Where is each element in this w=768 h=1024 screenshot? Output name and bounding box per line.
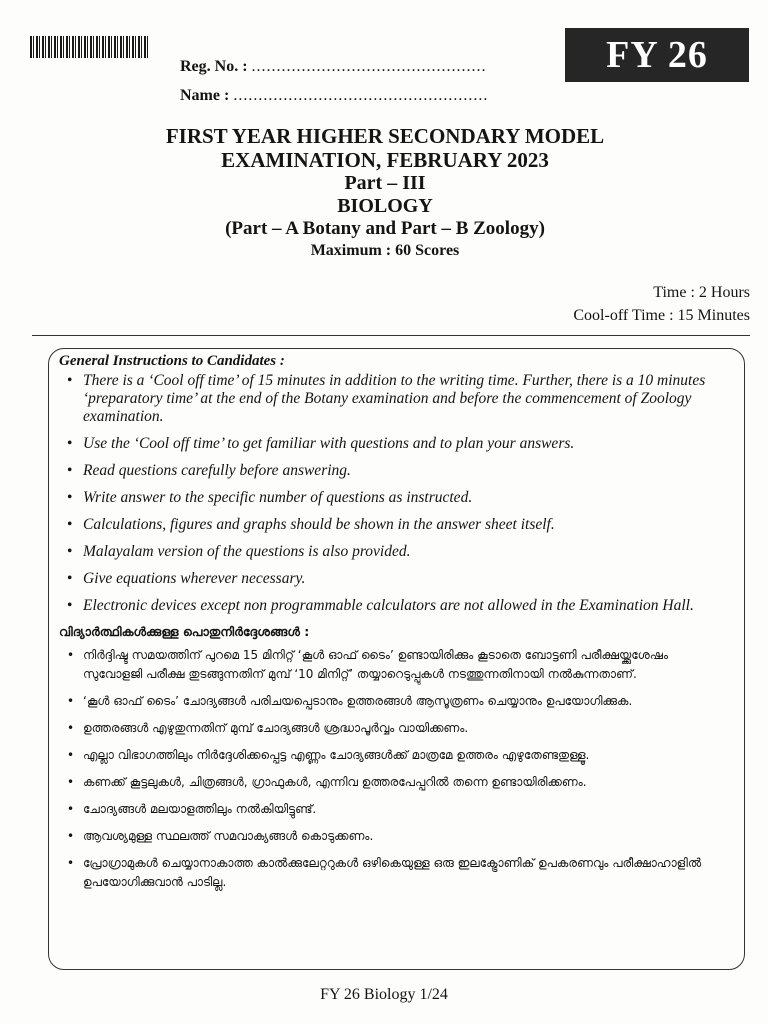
time-allowed: Time : 2 Hours bbox=[653, 284, 750, 301]
paper-code-badge: FY 26 bbox=[565, 28, 749, 82]
malayalam-instructions-list bbox=[59, 646, 730, 892]
exam-title-line1: FIRST YEAR HIGHER SECONDARY MODEL bbox=[165, 124, 605, 148]
cool-off-time: Cool-off Time : 15 Minutes bbox=[573, 307, 750, 324]
malayalam-instructions-heading: വിദ്യാർത്ഥികൾക്കുള്ള പൊതുനിർദ്ദേശങ്ങൾ : bbox=[59, 624, 310, 639]
exam-title-block bbox=[100, 124, 670, 261]
list-item: • കണക്ക് കൂട്ടലുകൾ, ചിത്രങ്ങൾ, ഗ്രാഫുകൾ, എന്നിവ ഉത്തരപേപ്പറിൽ തന്നെ ഉണ്ടായിരിക്കണം. bbox=[83, 773, 730, 792]
reg-no-blank: ............................................... bbox=[251, 58, 487, 75]
max-scores: Maximum : 60 Scores bbox=[310, 242, 460, 260]
list-item: • ചോദ്യങ്ങൾ മലയാളത്തിലും നൽകിയിട്ടുണ്ട്. bbox=[83, 800, 730, 819]
instructions-heading: General Instructions to Candidates : bbox=[59, 353, 285, 369]
name-label: Name : bbox=[180, 87, 230, 104]
reg-no-label: Reg. No. : bbox=[180, 58, 248, 75]
list-item: • Electronic devices except non programmable calculators are not allowed in the Examination Hall. bbox=[83, 597, 730, 615]
exam-subject: BIOLOGY bbox=[337, 195, 433, 218]
reg-no-line bbox=[180, 58, 487, 76]
english-instructions-list bbox=[59, 372, 730, 615]
exam-title-line2: EXAMINATION, FEBRUARY 2023 bbox=[221, 148, 549, 173]
list-item: • ആവശ്യമുള്ള സ്ഥലത്ത് സമവാക്യങ്ങൾ കൊടുക്കണം. bbox=[83, 827, 730, 846]
name-blank: ................................................... bbox=[233, 87, 489, 104]
exam-subtitle: (Part – A Botany and Part – B Zoology) bbox=[225, 218, 545, 240]
barcode bbox=[30, 36, 150, 58]
list-item: • ഉത്തരങ്ങൾ എഴുതുന്നതിന് മുമ്പ് ചോദ്യങ്ങൾ ശ്രദ്ധാപൂർവ്വം വായിക്കണം. bbox=[83, 719, 730, 738]
list-item: • Read questions carefully before answering. bbox=[83, 462, 730, 480]
name-line bbox=[180, 87, 488, 105]
list-item: • Use the ‘Cool off time’ to get familiar with questions and to plan your answers. bbox=[83, 435, 730, 453]
list-item: • Write answer to the specific number of questions as instructed. bbox=[83, 489, 730, 507]
list-item: • There is a ‘Cool off time’ of 15 minutes in addition to the writing time. Further, there is a 10 minutes ‘preparatory time’ at the end of the Botany examination and before the commencement of Zoology examination. bbox=[83, 372, 730, 426]
header-divider bbox=[32, 335, 750, 336]
list-item: • എല്ലാ വിഭാഗത്തിലും നിർദ്ദേശിക്കപ്പെട്ട എണ്ണം ചോദ്യങ്ങൾക്ക് മാത്രമേ ഉത്തരം എഴുതേണ്ടതുള്ളൂ. bbox=[83, 746, 730, 765]
list-item: • Calculations, figures and graphs should be shown in the answer sheet itself. bbox=[83, 516, 730, 534]
list-item: • ‘കൂൾ ഓഫ് ടൈം’ ചോദ്യങ്ങൾ പരിചയപ്പെടാനും ഉത്തരങ്ങൾ ആസൂത്രണം ചെയ്യാനും ഉപയോഗിക്കുക. bbox=[83, 692, 730, 711]
exam-part: Part – III bbox=[344, 172, 426, 195]
list-item: • നിർദ്ദിഷ്ട സമയത്തിന് പുറമെ 15 മിനിറ്റ് ‘കൂൾ ഓഫ് ടൈം’ ഉണ്ടായിരിക്കും കൂടാതെ ബോട്ടണി പരീക്ഷയ്ക്കുശേഷം സുവോളജി പരീക്ഷ തുടങ്ങുന്നതിന് മുമ്പ് ‘10 മിനിറ്റ്’ തയ്യാറെടുപ്പുകൾ നടത്തുന്നതിനായി നൽകുന്നതാണ്. bbox=[83, 646, 730, 684]
page-footer: FY 26 Biology 1/24 bbox=[320, 986, 448, 1003]
list-item: • Malayalam version of the questions is also provided. bbox=[83, 543, 730, 561]
list-item: • പ്രോഗ്രാമുകൾ ചെയ്യാനാകാത്ത കാൽക്കുലേറ്ററുകൾ ഒഴികെയുള്ള ഒരു ഇലക്ട്രോണിക് ഉപകരണവും പരീക്ഷാഹാളിൽ ഉപയോഗിക്കുവാൻ പാടില്ല. bbox=[83, 854, 730, 892]
list-item: • Give equations wherever necessary. bbox=[83, 570, 730, 588]
instructions-box bbox=[48, 348, 745, 970]
